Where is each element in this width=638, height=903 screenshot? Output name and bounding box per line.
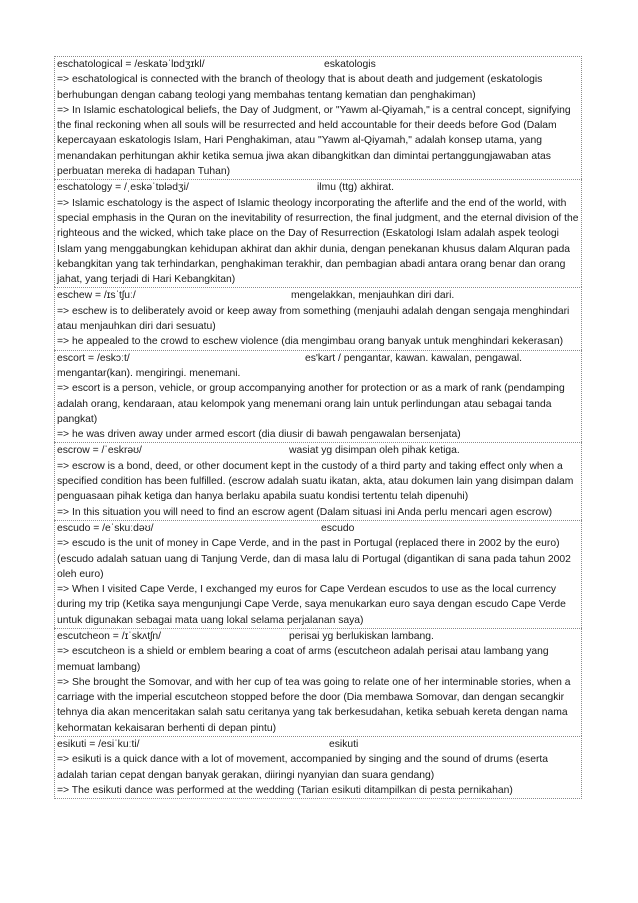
entry-line: => he was driven away under armed escort (dia diusir di bawah pengawalan bersenjata): [57, 429, 461, 441]
entry-line: => esikuti is a quick dance with a lot of movement, accompanied by singing and the sound of drums (eserta adalah tarian cepat dengan banyak gerakan, diiringi nyanyian dan suara gendang): [57, 754, 549, 781]
entry-escort: [54, 350, 582, 443]
entry-term: eschatology = /ˌeskəˈtɒlədʒi/: [57, 182, 189, 194]
entry-esikuti: [54, 736, 582, 799]
glossary-page: [54, 56, 582, 799]
entry-line: => escrow is a bond, deed, or other document kept in the custody of a third party and taking effect only when a specified condition has been fulfilled. (escrow adalah suatu ikatan, akta, atau dokumen lain yang disimpan dalam penguasaan pihak ketiga dan hanya berlaku apabila suatu kondisi tertentu telah dipenuhi): [57, 460, 574, 503]
entry-translation: ilmu (ttg) akhirat.: [317, 182, 395, 194]
entry-translation: es'kart / pengantar, kawan. kawalan, pengawal.: [305, 352, 523, 364]
entry-term: escudo = /eˈskuːdəʊ/: [57, 522, 154, 534]
entry-term: escutcheon = /ɪˈskʌtʃn/: [57, 630, 162, 642]
entry-term: eschatological = /eskatəˈlɒdʒɪkl/: [57, 59, 205, 70]
entry-headline: [57, 443, 580, 458]
entry-eschatology: [54, 179, 582, 287]
entry-line: mengantar(kan). mengiringi. menemani.: [57, 367, 241, 379]
entry-escrow: [54, 442, 582, 519]
entry-line: => The esikuti dance was performed at the wedding (Tarian esikuti ditampilkan di pesta pernikahan): [57, 784, 513, 796]
entry-headline: [57, 288, 580, 303]
entry-headline: [57, 57, 580, 72]
entry-eschew: [54, 287, 582, 349]
entry-line: => In Islamic eschatological beliefs, the Day of Judgment, or "Yawm al-Qiyamah," is a central concept, signifying the final reckoning when all souls will be resurrected and held accountable for their deeds before God (Dalam kepercayaan eskatologis Islam, Hari Penghakiman, atau "Yawm al-Qiyamah," adalah konsep utama, yang menandakan perhitungan akhir ketika semua jiwa akan dibangkitkan dan dimintai pertanggungjawaban atas perbuatan mereka di hadapan Tuhan): [57, 104, 571, 178]
entry-translation: perisai yg berlukiskan lambang.: [289, 630, 434, 642]
entry-headline: [57, 351, 580, 366]
entry-line: => When I visited Cape Verde, I exchanged my euros for Cape Verdean escudos to use as the local currency during my trip (Ketika saya mengunjungi Cape Verde, saya menukarkan euro saya dengan escudo Cape Verde untuk digunakan sebagai mata uang lokal selama perjalanan saya): [57, 584, 566, 626]
entry-eschatological: [54, 56, 582, 179]
entry-term: escrow = /ˈeskrəʊ/: [57, 445, 142, 457]
entry-term: esikuti = /esiˈkuːti/: [57, 739, 140, 751]
entry-headline: [57, 180, 580, 195]
entry-line: => escort is a person, vehicle, or group accompanying another for protection or as a mark of rank (pendamping adalah orang, kendaraan, atau kelompok yang menemani orang lain untuk perlindungan atau sebagai tanda pangkat): [57, 383, 565, 425]
entry-headline: [57, 737, 580, 752]
entry-escudo: [54, 520, 582, 628]
entry-line: => eschew is to deliberately avoid or keep away from something (menjauhi adalah dengan sengaja menghindari atau menjauhkan diri dari sesuatu): [57, 305, 570, 333]
entry-translation: eskatologis: [324, 59, 376, 70]
entry-line: => Islamic eschatology is the aspect of Islamic theology incorporating the afterlife and the end of the world, with special emphasis in the Quran on the inevitability of resurrection, the final judgment, and the eternal division of the righteous and the wicked, which take place on the Day of Resurrection (Eskatologi Islam adalah aspek teologi Islam yang menggabungkan kehidupan akhirat dan akhir dunia, dengan penekanan khusus dalam Alquran pada kebangkitan yang tak terhindarkan, penghakiman terakhir, dan pembagian abadi antara orang benar dan orang jahat, yang terjadi di Hari Kebangkitan): [57, 197, 579, 286]
entry-line: => he appealed to the crowd to eschew violence (dia mengimbau orang banyak untuk menghindari kekerasan): [57, 336, 564, 348]
entry-translation: escudo: [321, 522, 355, 534]
entry-line: => She brought the Somovar, and with her cup of tea was going to relate one of her interminable stories, when a carriage with the imperial escutcheon stopped before the door (Dia membawa Somovar, dan dengan secangkir tehnya dia akan menceritakan salah satu ceritanya yang tak berkesudahan, ketika sebuah kereta dengan nama kehormatan kekaisaran berhenti di depan pintu): [57, 676, 571, 734]
entry-line: => In this situation you will need to find an escrow agent (Dalam situasi ini Anda perlu mencari agen escrow): [57, 506, 553, 518]
entry-headline: [57, 521, 580, 536]
entry-term: eschew = /ɪsˈtʃuː/: [57, 290, 136, 302]
entry-translation: wasiat yg disimpan oleh pihak ketiga.: [289, 445, 460, 457]
entry-translation: esikuti: [329, 739, 359, 751]
entry-line: => eschatological is connected with the branch of theology that is about death and judgement (eskatologis berhubungan dengan cabang teologi yang membahas tentang kematian dan penghakiman): [57, 74, 543, 101]
entry-headline: [57, 629, 580, 644]
entry-line: => escutcheon is a shield or emblem bearing a coat of arms (escutcheon adalah perisai atau lambang yang memuat lambang): [57, 646, 549, 673]
entry-escutcheon: [54, 628, 582, 736]
entry-term: escort = /eskɔːt/: [57, 352, 130, 364]
entry-line: => escudo is the unit of money in Cape Verde, and in the past in Portugal (replaced there in 2002 by the euro) (escudo adalah satuan uang di Tanjung Verde, dan di masa lalu di Portugal (digantikan di sana pada tahun 2002 oleh euro): [57, 538, 571, 580]
entry-translation: mengelakkan, menjauhkan diri dari.: [291, 290, 455, 302]
